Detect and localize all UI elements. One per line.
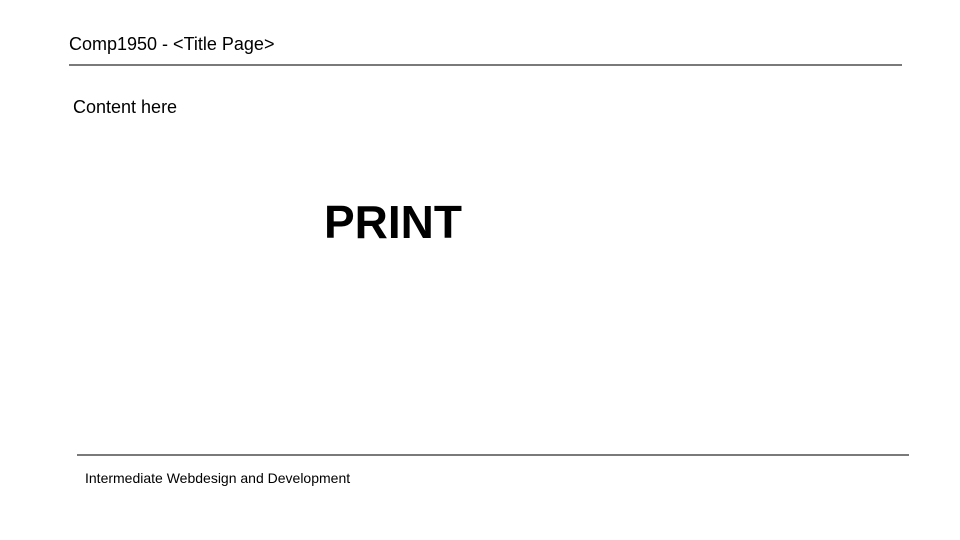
content-text: Content here bbox=[73, 97, 178, 117]
header-divider bbox=[69, 64, 902, 66]
page-title: Comp1950 - <Title Page> bbox=[69, 34, 275, 54]
footer-text: Intermediate Webdesign and Development bbox=[85, 470, 351, 486]
footer-divider bbox=[77, 454, 909, 456]
print-heading: PRINT bbox=[324, 196, 462, 248]
